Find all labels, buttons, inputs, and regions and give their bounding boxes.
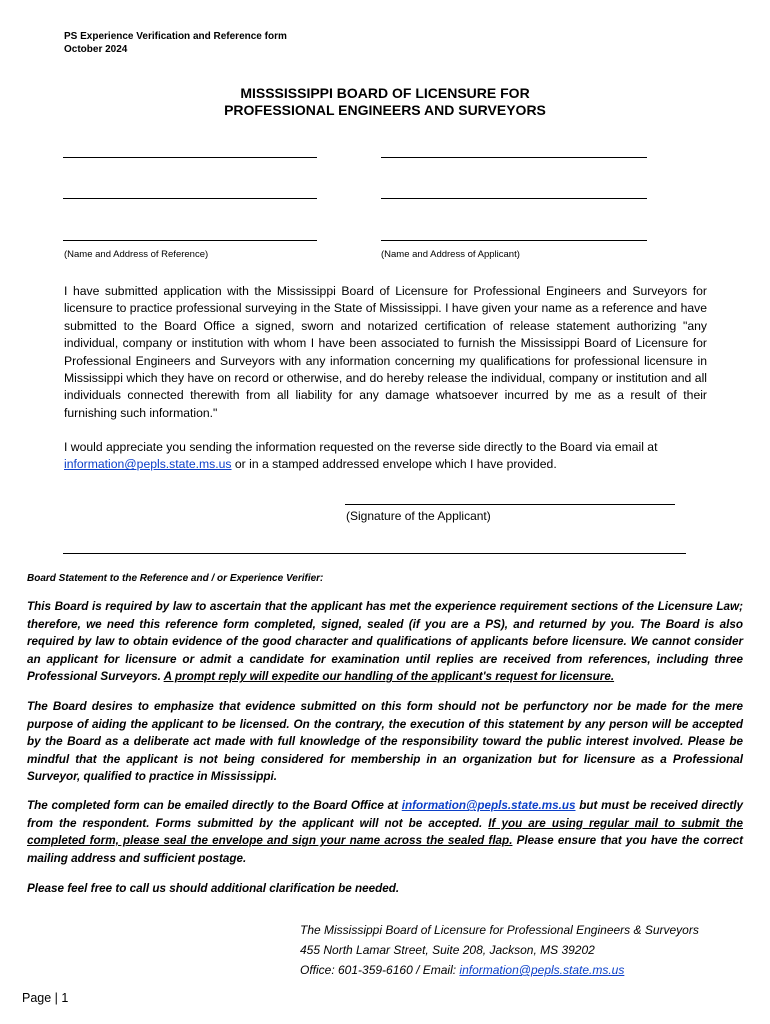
signature-caption: (Signature of the Applicant) [346, 509, 491, 523]
page-title [0, 85, 770, 119]
page-number: Page | 1 [22, 991, 69, 1005]
statement-p3-text: The completed form can be emailed directly to the Board Office at [27, 799, 402, 812]
request-text: I would appreciate you sending the information requested on the reverse side directly to the Board via email at [64, 440, 658, 454]
applicant-line-2[interactable] [381, 198, 647, 199]
statement-paragraph-4: Please feel free to call us should additional clarification be needed. [27, 882, 400, 895]
title-line-2: PROFESSIONAL ENGINEERS AND SURVEYORS [224, 102, 546, 118]
reference-line-3[interactable] [63, 240, 317, 241]
board-email-link[interactable]: information@pepls.state.ms.us [64, 457, 232, 472]
applicant-caption: (Name and Address of Applicant) [381, 249, 520, 260]
statement-p1-emphasis: A prompt reply will expedite our handling of the applicant's request for licensure. [163, 670, 615, 684]
form-header [64, 31, 287, 56]
statement-paragraph-2: The Board desires to emphasize that evidence submitted on this form should not be perfunctory nor be made for the mere purpose of aiding the applicant to be licensed. On the contrary, the execution of this statement by any person will be accepted by the Board as a deliberate act made with full knowledge of the responsibility toward the public interest involved. Please be mindful that the applicant is not being considered for membership in an organization but for licensure as a Professional Surveyor, qualified to practice in Mississippi. [27, 700, 743, 784]
statement-p3-middle: but must be received directly from the respondent. Forms submitted by the applicant will not be accepted. [27, 799, 743, 830]
statement-email-link[interactable]: information@pepls.state.ms.us [401, 799, 576, 812]
form-date: October 2024 [64, 43, 128, 55]
applicant-signature-line[interactable] [345, 504, 675, 505]
statement-label: Board Statement to the Reference and / or Experience Verifier: [27, 573, 324, 584]
section-divider [63, 553, 686, 554]
form-name: PS Experience Verification and Reference form [64, 31, 287, 42]
reference-line-1[interactable] [63, 157, 317, 158]
reference-line-2[interactable] [63, 198, 317, 199]
applicant-line-3[interactable] [381, 240, 647, 241]
intro-paragraph: I have submitted application with the Mississippi Board of Licensure for Professional Engineers and Surveyors for licensure to practice professional surveying in the State of Mississippi. I have given your name as a reference and have submitted to the Board Office a signed, sworn and notarized certification of release statement authorizing "any individual, company or institution with whom I have been associated to furnish the Mississippi Board of Licensure for Professional Engineers and Surveyors with any information concerning my qualifications for professional licensure in Mississippi which they have on record or otherwise, and do hereby release the individual, company or institution and all individuals connected therewith from all liability for any damage whatsoever incurred by me as a result of their furnishing such information." [64, 284, 707, 420]
statement-paragraph-1 [27, 598, 743, 686]
board-contact-block [300, 920, 699, 980]
contact-email-link[interactable]: information@pepls.state.ms.us [459, 963, 625, 977]
statement-paragraph-3 [27, 797, 743, 867]
office-label: Office: 601-359-6160 / Email: [300, 963, 460, 977]
applicant-line-1[interactable] [381, 157, 647, 158]
statement-p1-text: This Board is required by law to ascertain that the applicant has met the experience requirement sections of the Licensure Law; therefore, we need this reference form completed, signed, sealed (if you are a PS), and returned by you. The Board is also required by law to obtain evidence of the good character and qualifications of applicants before licensure. We cannot consider an applicant for licensure or admit a candidate for examination until replies are received from references, including three Professional Surveyors. [27, 600, 743, 684]
statement-p3-after: Please ensure that you have the correct mailing address and sufficient postage. [27, 834, 743, 865]
statement-p3-emphasis: If you are using regular mail to submit the completed form, please seal the envelope and sign your name across the sealed flap. [27, 816, 743, 848]
request-text-after: or in a stamped addressed envelope which I have provided. [231, 457, 557, 472]
board-address: 455 North Lamar Street, Suite 208, Jackson, MS 39202 [300, 943, 595, 957]
board-phone-email [300, 960, 699, 980]
board-name: The Mississippi Board of Licensure for Professional Engineers & Surveyors [300, 923, 699, 937]
request-paragraph [64, 439, 714, 474]
reference-caption: (Name and Address of Reference) [64, 249, 209, 260]
title-line-1: MISSSISSIPPI BOARD OF LICENSURE FOR [240, 85, 530, 101]
